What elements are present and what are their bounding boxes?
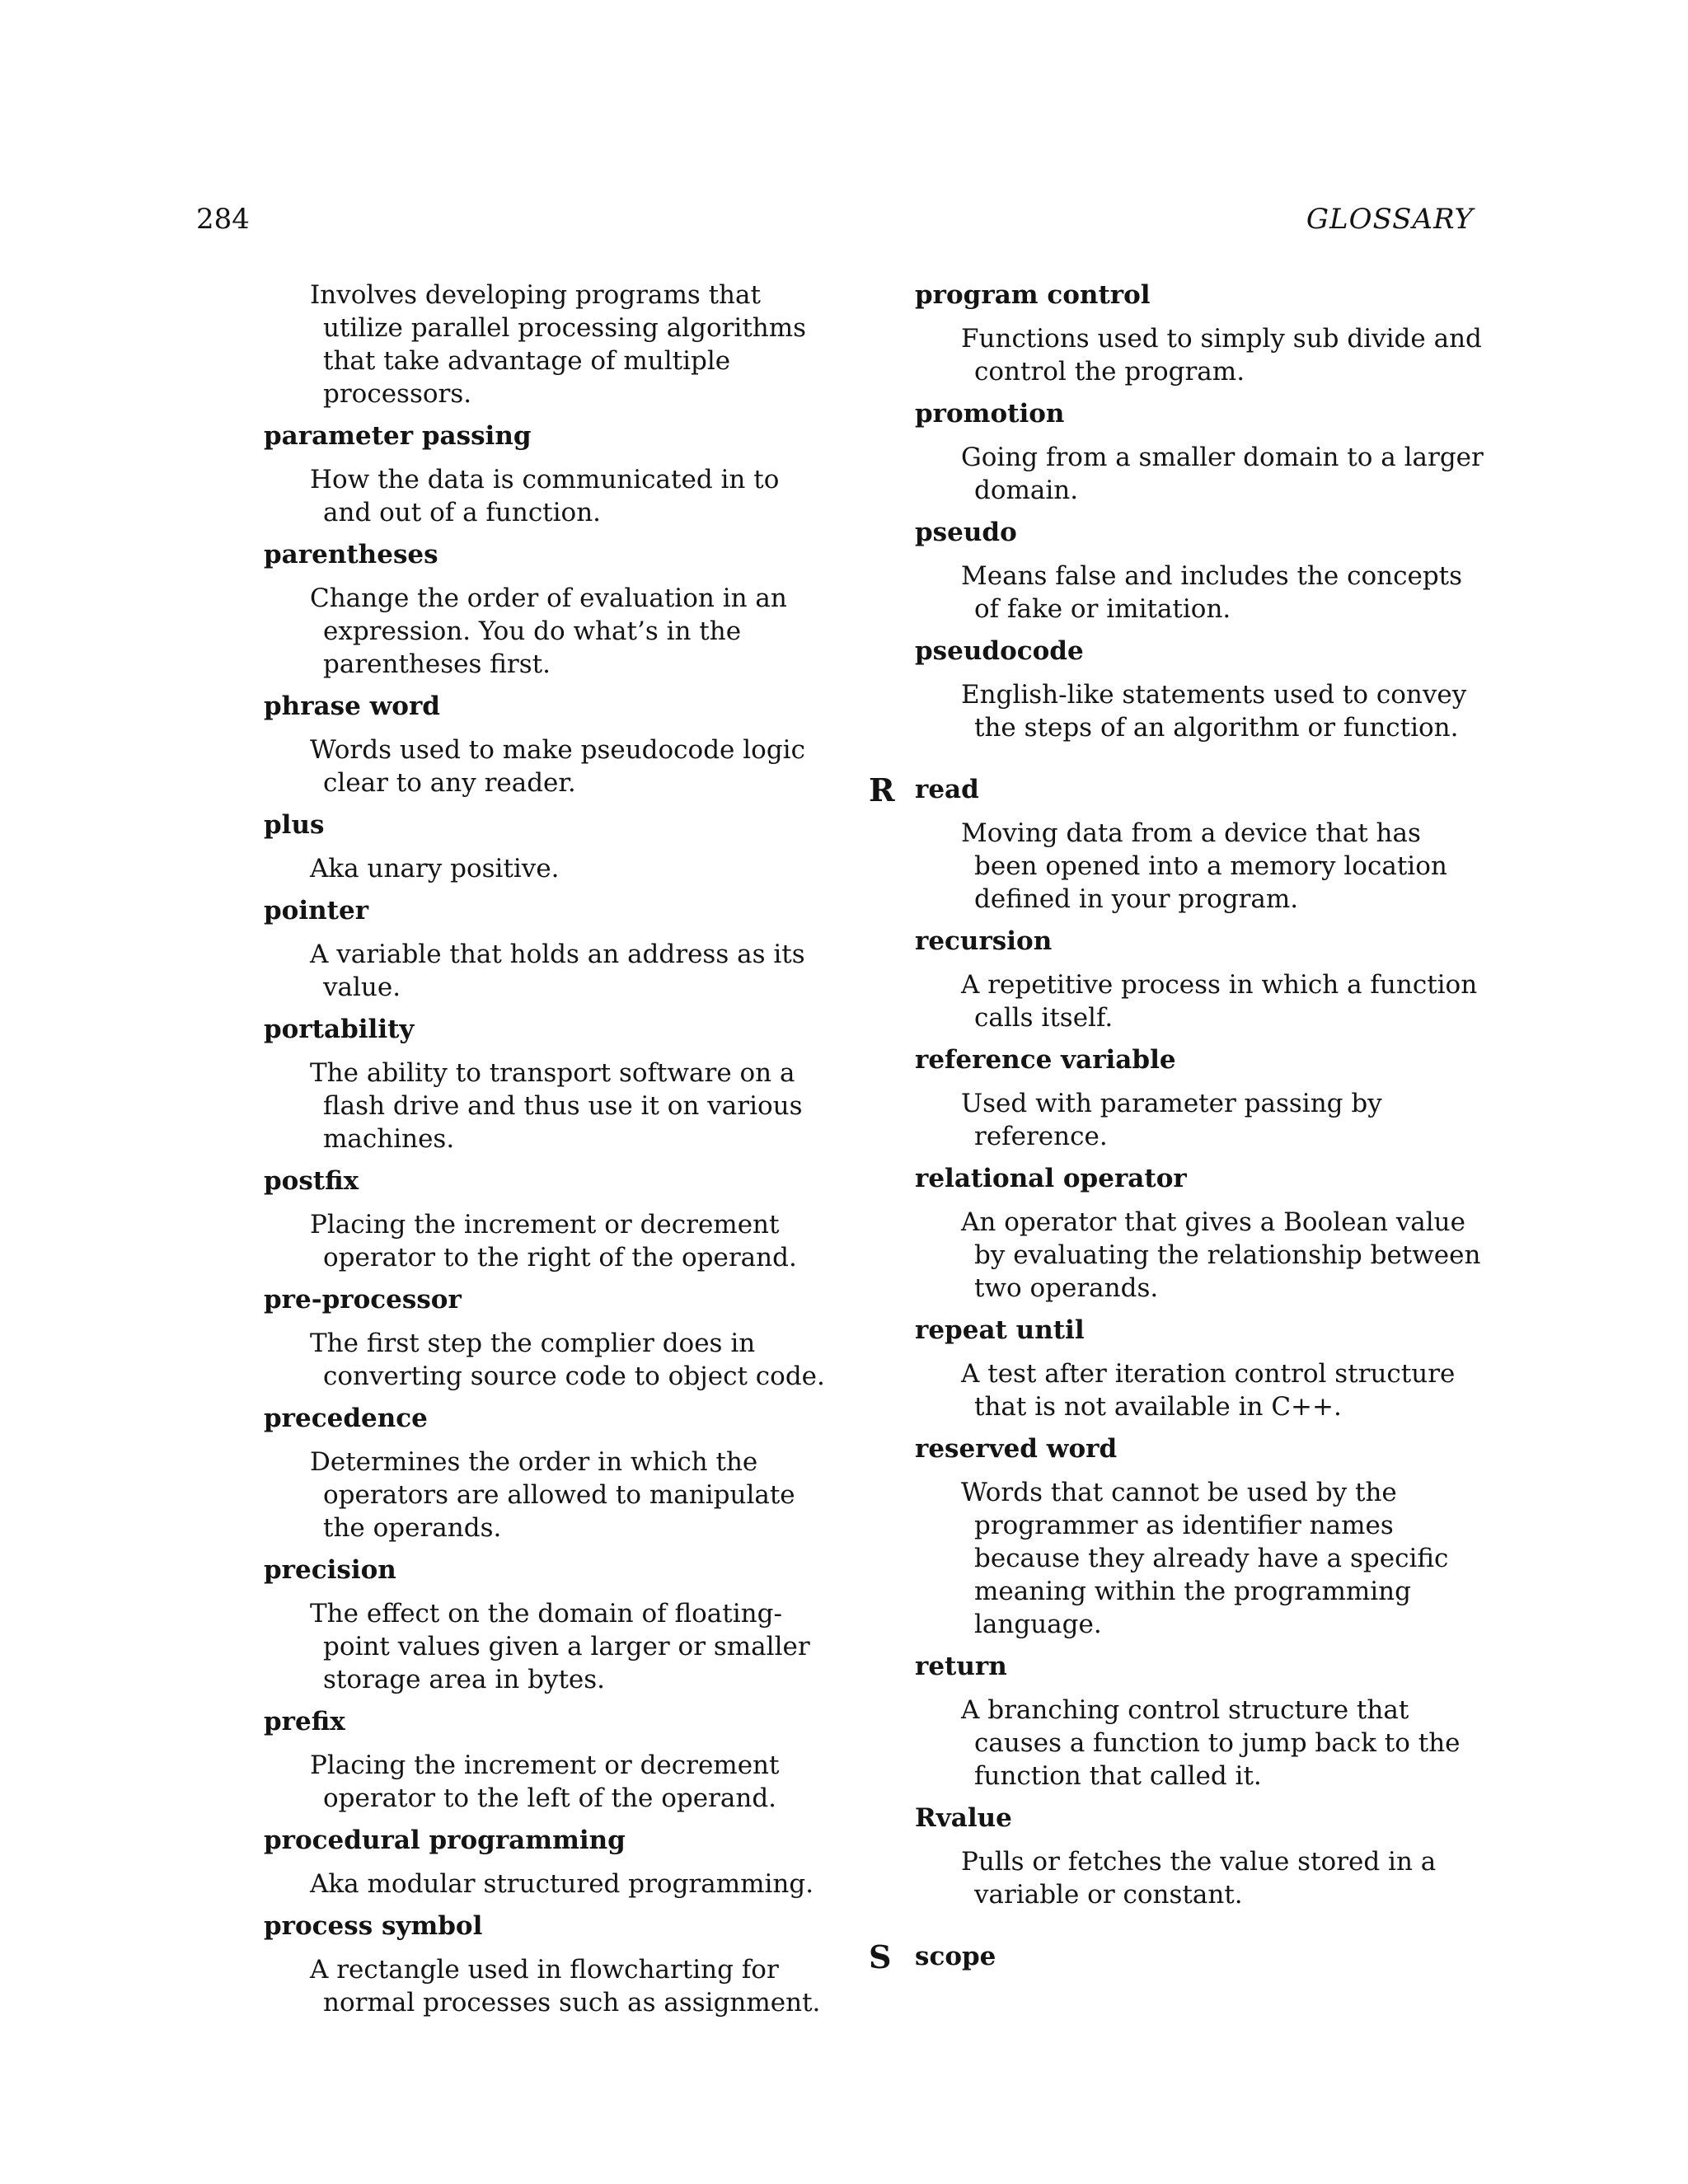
glossary-definition: The first step the complier does in converting source code to object code. — [310, 1329, 825, 1391]
glossary-entry — [264, 1554, 832, 1696]
glossary-term: reserved word — [915, 1434, 1118, 1464]
glossary-term: procedural programming — [264, 1825, 626, 1855]
glossary-term: pseudo — [915, 518, 1017, 547]
glossary-definition: Functions used to simply sub divide and control the program. — [961, 324, 1482, 387]
glossary-entry — [915, 1162, 1484, 1305]
glossary-term: parameter passing — [264, 421, 532, 451]
glossary-term: reference variable — [915, 1045, 1176, 1075]
glossary-entry — [264, 1402, 832, 1544]
glossary-term: recursion — [915, 926, 1053, 956]
glossary-definition: The effect on the domain of floating-point values given a larger or smaller storage area in bytes. — [310, 1599, 810, 1694]
glossary-entry — [264, 538, 832, 681]
glossary-entry — [264, 1283, 832, 1393]
glossary-definition: Moving data from a device that has been opened into a memory location defined in your program. — [961, 818, 1447, 914]
glossary-entry — [264, 1824, 832, 1900]
glossary-entry — [915, 1314, 1484, 1423]
glossary-definition: Determines the order in which the operators are allowed to manipulate the operands. — [310, 1447, 795, 1543]
glossary-entry — [915, 1802, 1484, 1911]
glossary-term: plus — [264, 810, 325, 840]
glossary-term: promotion — [915, 399, 1065, 429]
glossary-term: Rvalue — [915, 1803, 1012, 1833]
glossary-definition: Going from a smaller domain to a larger domain. — [961, 443, 1484, 505]
glossary-definition: A branching control structure that causes a function to jump back to the function that called it. — [961, 1695, 1461, 1791]
glossary-definition: Pulls or fetches the value stored in a variable or constant. — [961, 1847, 1437, 1910]
glossary-entry — [869, 771, 1484, 916]
glossary-definition: Aka modular structured programming. — [310, 1869, 814, 1899]
page-header — [196, 203, 1474, 244]
glossary-term: phrase word — [264, 691, 440, 721]
glossary-definition: An operator that gives a Boolean value by evaluating the relationship between two operands. — [961, 1207, 1481, 1303]
glossary-term: postfix — [264, 1166, 359, 1196]
glossary-definition: Words used to make pseudocode logic clear to any reader. — [310, 735, 805, 798]
glossary-entry — [915, 397, 1484, 507]
glossary-term: scope — [915, 1942, 996, 1971]
glossary-entry — [915, 925, 1484, 1034]
glossary-entry — [869, 1938, 1484, 1975]
glossary-term: pseudocode — [915, 636, 1084, 666]
glossary-entry — [264, 1910, 832, 2019]
section-letter-r: R — [869, 771, 895, 808]
glossary-definition: A repetitive process in which a function calls itself. — [961, 970, 1478, 1033]
glossary-definition: A rectangle used in flowcharting for normal processes such as assignment. — [310, 1955, 821, 2018]
glossary-entry — [264, 1705, 832, 1815]
left-column — [264, 279, 832, 2028]
glossary-entry — [264, 894, 832, 1004]
right-column — [869, 279, 1484, 1975]
glossary-definition: The ability to transport software on a flash drive and thus use it on various machines. — [310, 1058, 803, 1154]
glossary-entry — [264, 1013, 832, 1155]
glossary-entry — [915, 1650, 1484, 1793]
glossary-entry — [915, 279, 1484, 388]
glossary-definition: Aka unary positive. — [310, 854, 560, 883]
glossary-term: process symbol — [264, 1911, 483, 1941]
glossary-term: parentheses — [264, 540, 438, 569]
glossary-term: precision — [264, 1555, 396, 1585]
glossary-term: prefix — [264, 1707, 345, 1736]
glossary-term: return — [915, 1652, 1007, 1681]
glossary-definition: Placing the increment or decrement operator to the right of the operand. — [310, 1210, 797, 1272]
glossary-entry — [915, 1432, 1484, 1641]
glossary-definition: Placing the increment or decrement operator to the left of the operand. — [310, 1750, 780, 1813]
running-head: GLOSSARY — [1306, 203, 1474, 236]
glossary-definition: Means false and includes the concepts of fake or imitation. — [961, 561, 1463, 624]
glossary-term: program control — [915, 280, 1151, 310]
glossary-term: pointer — [264, 896, 369, 926]
glossary-definition: English-like statements used to convey the steps of an algorithm or function. — [961, 680, 1467, 743]
glossary-definition: Words that cannot be used by the programmer as identifier names because they already have a specific meaning within the programming language. — [961, 1478, 1449, 1639]
glossary-entry — [915, 1043, 1484, 1153]
glossary-definition: A test after iteration control structure that is not available in C++. — [961, 1359, 1456, 1422]
glossary-definition: How the data is communicated in to and out of a function. — [310, 465, 780, 527]
section-letter-s: S — [869, 1938, 892, 1975]
glossary-term: portability — [264, 1015, 415, 1044]
page-number: 284 — [196, 203, 250, 236]
glossary-entry — [915, 635, 1484, 744]
continued-definition: Involves developing programs that utilize parallel processing algorithms that take advantage of multiple processors. — [310, 280, 807, 409]
glossary-entry — [264, 419, 832, 529]
glossary-term: read — [915, 775, 979, 804]
glossary-term: pre-processor — [264, 1285, 462, 1315]
glossary-term: relational operator — [915, 1164, 1187, 1193]
glossary-definition: Used with parameter passing by reference. — [961, 1089, 1382, 1151]
glossary-term: repeat until — [915, 1315, 1085, 1345]
glossary-definition: A variable that holds an address as its value. — [310, 940, 805, 1002]
glossary-entry — [915, 516, 1484, 626]
glossary-entry — [264, 690, 832, 799]
glossary-term: precedence — [264, 1404, 428, 1433]
glossary-definition: Change the order of evaluation in an expression. You do what’s in the parentheses first. — [310, 583, 787, 679]
glossary-entry — [264, 1165, 832, 1274]
glossary-entry — [264, 808, 832, 885]
